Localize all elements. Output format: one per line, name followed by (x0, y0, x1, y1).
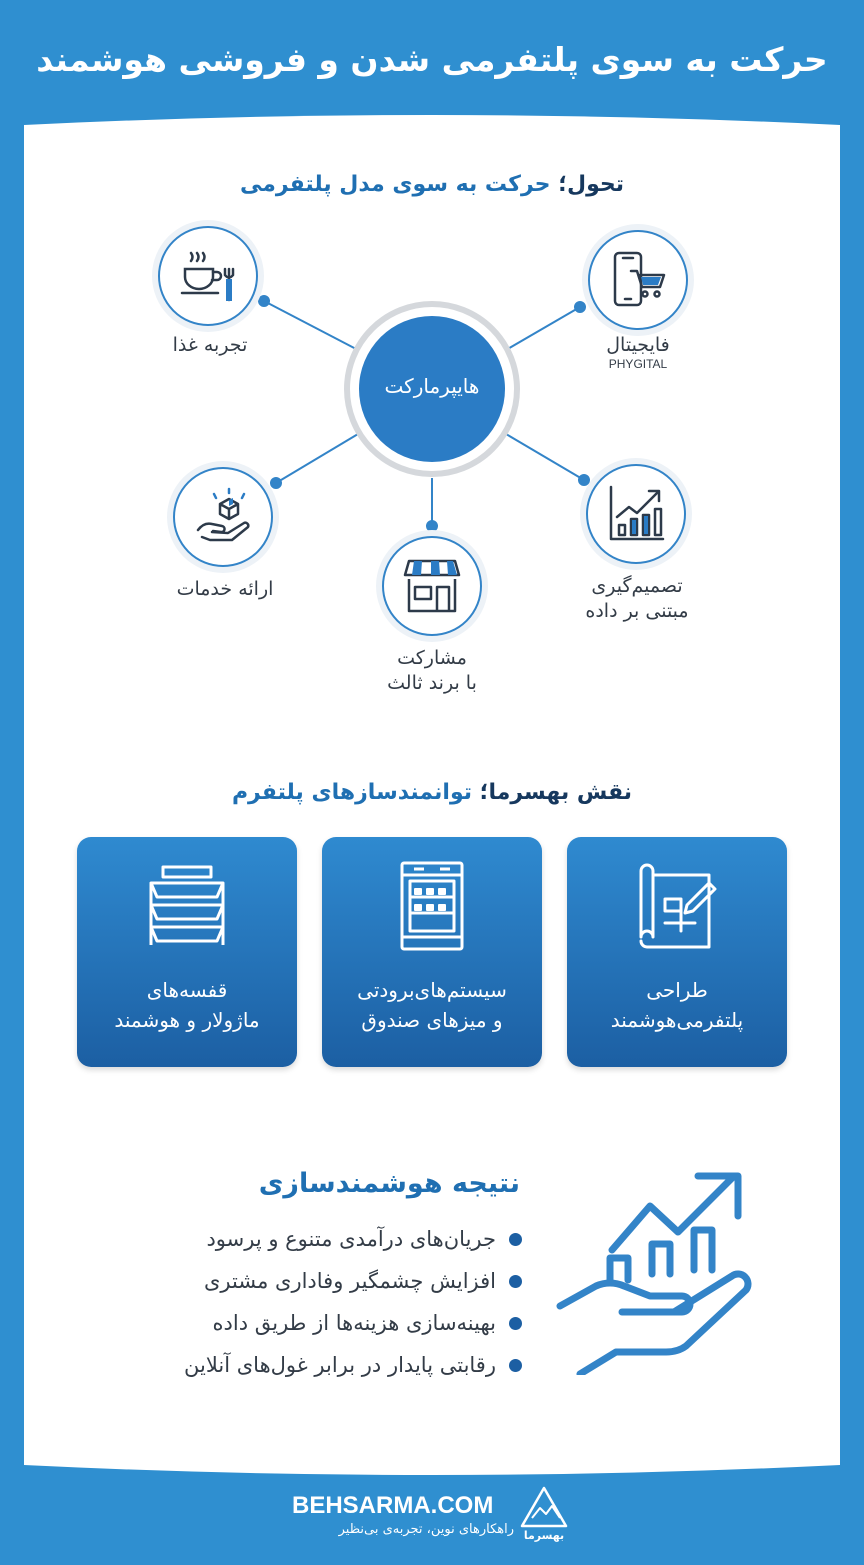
node-partnership-label (360, 646, 504, 695)
node-phygital-title: فایجیتال (606, 334, 670, 356)
role-title-main: نقش بهسرما؛ (479, 780, 633, 805)
phone-cart-icon (607, 249, 669, 311)
bullet-icon (509, 1359, 522, 1372)
role-title-accent: توانمندسازهای پلتفرم (231, 780, 472, 805)
node-partnership-line2: با برند ثالث (387, 671, 477, 694)
card-platform-design-label (567, 975, 787, 1035)
hand-growth-chart-icon (552, 1170, 772, 1375)
card-shelving-label (77, 975, 297, 1035)
node-data-line2: مبتنی بر داده (585, 599, 689, 622)
logo-text: بهسرما (523, 1529, 565, 1542)
node-partnership-line1: مشارکت (397, 647, 467, 669)
result-list (184, 1220, 522, 1388)
card-platform-design-line2: پلتفرمی‌هوشمند (610, 1008, 744, 1032)
card-shelving-line2: ماژولار و هوشمند (114, 1008, 260, 1032)
node-services-label: ارائه خدمات (176, 578, 274, 600)
card-shelving (77, 837, 297, 1067)
node-data-label (562, 574, 712, 623)
card-refrigeration-label (322, 975, 542, 1035)
result-item (184, 1346, 522, 1388)
connector-dot-data (579, 475, 589, 485)
storefront-icon (401, 555, 463, 617)
behsarma-logo-icon (520, 1486, 568, 1542)
result-item (184, 1220, 522, 1262)
footer-domain[interactable]: BEHSARMA.COM (292, 1492, 494, 1519)
footer-tagline: راهکارهای نوین، تجربه‌ی بی‌نظیر (338, 1522, 514, 1537)
result-item-text: رقابتی پایدار در برابر غول‌های آنلاین (184, 1353, 496, 1377)
result-item (184, 1262, 522, 1304)
bullet-icon (509, 1233, 522, 1246)
shelving-icon (137, 861, 237, 951)
node-data-line1: تصمیم‌گیری (591, 575, 683, 597)
hand-box-icon (192, 486, 254, 548)
card-shelving-line1: قفسه‌های (146, 978, 228, 1002)
connector-food (264, 301, 358, 350)
connector-data (506, 434, 584, 480)
node-phygital-label (588, 333, 688, 371)
node-phygital-subtitle: PHYGITAL (608, 356, 668, 371)
bullet-icon (509, 1275, 522, 1288)
card-refrigeration-line2: و میزهای صندوق (361, 1008, 503, 1032)
card-platform-design (567, 837, 787, 1067)
connector-dot-partnership (427, 521, 437, 531)
result-item-text: افزایش چشمگیر وفاداری مشتری (203, 1269, 496, 1293)
card-platform-design-line1: طراحی (646, 978, 708, 1002)
result-item-text: بهینه‌سازی هزینه‌ها از طریق داده (212, 1311, 496, 1335)
connector-phygital (506, 307, 580, 350)
bullet-icon (509, 1317, 522, 1330)
node-phygital (588, 230, 688, 330)
node-food-label: تجربه غذا (172, 334, 248, 356)
result-item-text: جریان‌های درآمدی متنوع و پرسود (206, 1227, 496, 1251)
card-refrigeration (322, 837, 542, 1067)
node-food (158, 226, 258, 326)
role-title (0, 780, 864, 805)
transformation-title-accent: حرکت به سوی مدل پلتفرمی (240, 172, 551, 197)
hub-label: هایپرمارکت (384, 374, 480, 398)
connector-dot-phygital (575, 302, 585, 312)
result-item (184, 1304, 522, 1346)
transformation-title-main: تحول؛ (558, 172, 624, 197)
node-data (586, 464, 686, 564)
coffee-cup-fork-icon (177, 245, 239, 307)
blueprint-pencil-icon (627, 861, 727, 951)
result-title: نتیجه هوشمندسازی (258, 1168, 520, 1199)
card-refrigeration-line1: سیستم‌های‌برودتی (357, 978, 507, 1002)
page-title: حرکت به سوی پلتفرمی شدن و فروشی هوشمند (36, 40, 828, 79)
connector-dot-services (271, 478, 281, 488)
node-partnership (382, 536, 482, 636)
node-services (173, 467, 273, 567)
chart-growth-icon (605, 483, 667, 545)
connector-services (276, 434, 358, 483)
refrigerator-display-icon (382, 861, 482, 951)
connector-dot-food (259, 296, 269, 306)
